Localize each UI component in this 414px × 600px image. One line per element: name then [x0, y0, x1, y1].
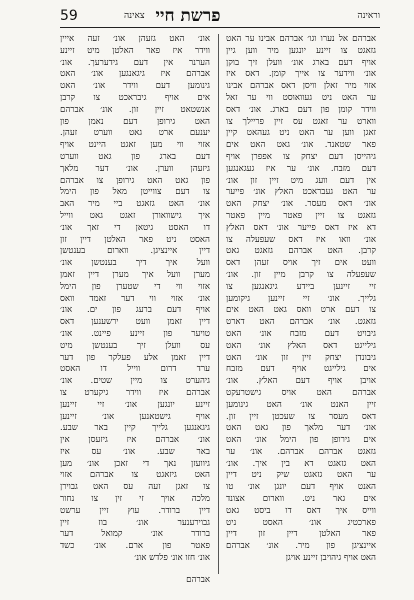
text-line: גיבונדן יצחק זיין זון אונ׳ האט — [226, 352, 376, 363]
text-line: אויף דעם ברעג פון ים. אונ׳ — [60, 305, 210, 316]
text-line: מערן וועל איך מערן דיין זאמן — [60, 269, 210, 280]
text-line: ער האט ניט געוואוסט ווי ער זאל — [226, 92, 376, 103]
text-line: אים אויף גיבראכט צו קרבן — [60, 92, 210, 103]
text-line: צו דעם ארט וואס גאט האט אים — [226, 305, 376, 316]
text-line: זיינע יונגען אונ׳ זיי זיינען — [60, 399, 210, 410]
text-line: אים גילייגט אויף דעם מזבח — [226, 364, 376, 375]
text-line: אונ׳ האט גזאגט ביי מיר האב — [60, 199, 210, 210]
header-rule — [60, 27, 380, 28]
text-line: מלכה אויך זי זין צו נחור — [60, 494, 210, 505]
text-line: ווידר קומן פון דעם בארג. אונ׳ דאס — [226, 104, 376, 115]
text-line: אונ׳ אברהם איז גיזעסן אין — [60, 435, 210, 446]
text-line: ווארט ער זאגט עס זיין פריילך צו — [226, 116, 376, 127]
text-line: האט גיזאגט צו אברהם אזוי — [60, 470, 210, 481]
text-line: אונ׳ דאס מעסר. אונ׳ יצחק האט — [226, 199, 376, 210]
text-line: גילייגט דאס האלץ אונ׳ האט — [226, 340, 376, 351]
text-line: ווידר איז פאר האלטן מיט זיינע — [60, 45, 210, 56]
text-line: גינומען דעם ווידר אונ׳ האט — [60, 81, 210, 92]
text-line: אברהם איז ווידר גיקערט צו — [60, 387, 210, 398]
text-line: פאר האלטן דיין זון דיין — [226, 529, 376, 540]
text-line: ערד דרום ווייל דו האסט — [60, 364, 210, 375]
header-title: פרשת חיי — [155, 6, 221, 26]
text-line: הערנר אין דעם גידערעך. אונ׳ — [60, 57, 210, 68]
text-line: גיוועזן נאך די זאכן אונ׳ מען — [60, 458, 210, 469]
text-line: האט גירופן דעם נאמן פון — [60, 116, 210, 127]
text-line: טויער פון זיינע פיינט. אונ׳ — [60, 328, 210, 339]
text-line: יענעם ארט גאט ווערט זעהן. — [60, 128, 210, 139]
text-line: באר שבע. אונ׳ עס איז — [60, 446, 210, 457]
text-line: פון גאט האט גירופן צו אברהם — [60, 175, 210, 186]
text-line: אים גאר ניט. ווארום אצונד — [226, 494, 376, 505]
text-line: אים גירופן פון הימל אונ׳ האט — [226, 435, 376, 446]
text-line: שעפעלה צו קרבן מיין זון. אונ׳ — [226, 269, 376, 280]
text-line: ער האט געבראכט האלץ אונ׳ פייער — [226, 187, 376, 198]
text-line: פארכטיג אונ׳ האסט ניט — [226, 517, 376, 528]
text-line: האסט ניט פאר האלטן דיין זון — [60, 234, 210, 245]
header-left-label: צאינה — [124, 11, 145, 21]
text-line: דו האסט גיטאן די זאך אונ׳ — [60, 222, 210, 233]
text-line: אין דעם וועג מיט זיין זון אונ׳ — [226, 175, 376, 186]
text-line: וועט אים זיך אויס זעהן דאס — [226, 258, 376, 269]
text-line: אונ׳ דער מלאך פון גאט האט — [226, 423, 376, 434]
text-line: גזאגט צו זיין פאטר מיין פאטר — [226, 210, 376, 221]
text-line: האט גזאגט דא בין איך. אונ׳ — [226, 458, 376, 469]
header-right-label: וראינה — [357, 11, 380, 21]
text-line: ער האט גזאגט שיק ניט דיין — [226, 470, 376, 481]
right-column — [226, 34, 376, 580]
text-line: גיזעהן ווערן. אונ׳ דער מלאך — [60, 163, 210, 174]
text-line: דא איז דאס פייער אונ׳ דאס האלץ — [226, 222, 376, 233]
text-line: דעם מזבח. אונ׳ ער איז געגאנגען — [226, 163, 376, 174]
text-line: אונ׳ חזו אונ׳ פלדש אונ׳ — [134, 553, 210, 564]
text-line: אזוי מיר זאלן וויסן דאס אברהם אבינו — [226, 81, 376, 92]
text-line: דאס מעסר צו שעכטן זיין זון. — [226, 411, 376, 422]
text-line: אונ׳ וואו איז דאס שעפעלה צו — [226, 234, 376, 245]
text-line: אויף גישטאנען אונ׳ זיינען — [60, 411, 210, 422]
running-header — [60, 6, 380, 26]
column-divider — [218, 34, 219, 574]
text-line: דיין איינציגן. ווארום בענטשן — [60, 246, 210, 257]
text-line: זאגן ווען ער האט ניט געהאט קיין — [226, 128, 376, 139]
text-line: דיין ברודר. עוץ זיין ערשט — [60, 505, 210, 516]
text-line: אנשטאט זיין זון. אונ׳ אברהם — [60, 104, 210, 115]
text-line: אונ׳ ווידער צו אייך קומן. דאס איז — [226, 69, 376, 80]
text-line: וועל איך דיך בענטשן אונ׳ — [60, 258, 210, 269]
text-line: גיבויט דעם מזבח אונ׳ האט — [226, 328, 376, 339]
text-line: צו זאגן זעה עס האט גבוירן — [60, 482, 210, 493]
text-line: גלייך. אונ׳ זיי זיינען גיקומען — [226, 293, 376, 304]
text-line: דיין זאמן וועט ירשענען דאס — [60, 317, 210, 328]
text-line: פאר שטאנד. אונ׳ גאט האט אים — [226, 140, 376, 151]
text-line: ווייס איך דאס דו ביסט גאט — [226, 505, 376, 516]
text-line: גזאגט צו זיינע יונגען מיר ווען גיין — [226, 45, 376, 56]
text-line: זיין האנט אונ׳ האט גינומען — [226, 399, 376, 410]
text-line: האט אויף גיהויבן זיינע אויגן — [285, 553, 376, 564]
text-line: אזוי ווי מען זאגט היינט אויף — [60, 140, 210, 151]
text-line: אזוי ווי די שטערן פון הימל — [60, 281, 210, 292]
text-line: דעם בארג פון גאט ווערט — [60, 151, 210, 162]
text-line: אברהם אל נערו וגו׳ אברהם אבינו ער האט — [226, 34, 376, 44]
text-line: עס וועלן זיך בענטשן מיט — [60, 340, 210, 351]
text-line: ברודר אונ׳ קמואל דער — [60, 529, 210, 540]
text-line: האנט אויף דעם יונגן אונ׳ טו — [226, 482, 376, 493]
column-catchword: אברהם — [186, 575, 210, 585]
text-line: אברהם איז גיגאנגען אונ׳ האט — [60, 69, 210, 80]
text-line: קרבן. האט אברהם גזאגט גאט — [226, 246, 376, 257]
text-line: גיהייסן דעם יצחק צו אפפרן אויף — [226, 151, 376, 162]
text-line: איך גישוואורן זאגט גאט ווייל — [60, 210, 210, 221]
text-line: גבוירענער אונ׳ בוז זיין — [60, 517, 210, 528]
text-line: צו דעם צווייטן מאל פון הימל — [60, 187, 210, 198]
text-line: אונ׳ אזוי ווי דער זאמד וואס — [60, 293, 210, 304]
text-line: אונ׳ האט גזעהן אונ׳ זעה אייין — [60, 34, 210, 44]
text-line: גזאגט אברהם אברהם. אונ׳ ער — [226, 446, 376, 457]
text-line: גזאגט. אונ׳ אברהם האט דארט — [226, 317, 376, 328]
text-line: זיי זיינען ביידע גיגאנגען צו — [226, 281, 376, 292]
text-line: גיגאנגען גלייך קיין באר שבע. — [60, 423, 210, 434]
text-line: פאטר פון ארם. אונ׳ כשד — [60, 541, 210, 552]
text-line: אברהם האט אויס גישטרעקט — [226, 387, 376, 398]
page-number: 59 — [60, 8, 78, 24]
text-line: דיין זאמן אלע פעלקר פון דער — [60, 352, 210, 363]
text-line: אויבן אויף דעם האלץ. אונ׳ — [226, 376, 376, 387]
left-column — [60, 34, 210, 580]
text-line: אויף דעם בארג אונ׳ וועלן זיך בוקן — [226, 57, 376, 68]
text-line: איינציגן פון מיר. אונ׳ אברהם — [226, 541, 376, 552]
text-line: גיהערט צו מיין שטים. אונ׳ — [60, 376, 210, 387]
